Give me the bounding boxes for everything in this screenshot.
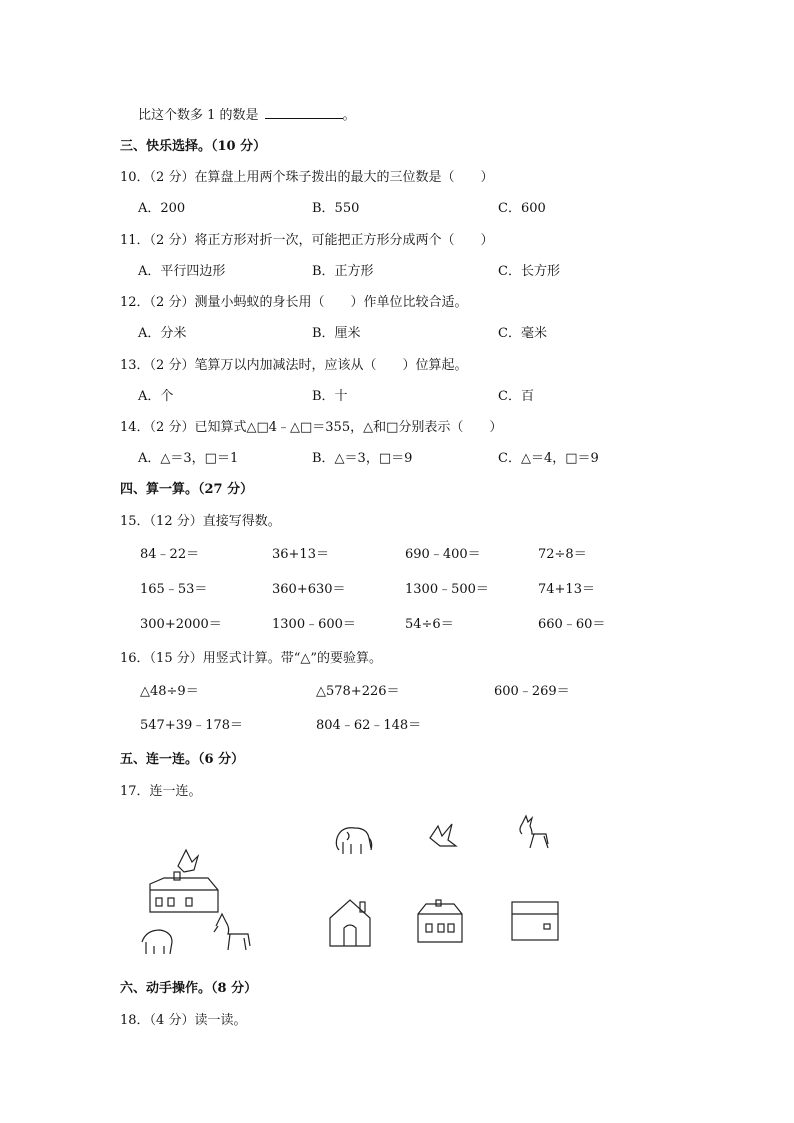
q12-option-b[interactable]: B．厘米	[312, 326, 361, 341]
house-c-picture[interactable]	[508, 900, 562, 942]
q12-option-c[interactable]: C．毫米	[498, 326, 547, 341]
section-3-title: 三、快乐选择。（10 分）	[120, 139, 267, 154]
q11-option-a[interactable]: A．平行四边形	[138, 264, 226, 279]
q14-option-b[interactable]: B．△＝3，□＝9	[312, 451, 413, 466]
q14-stem: 14．（2 分）已知算式△□4﹣△□＝355，△和□分别表示（ ）	[120, 420, 503, 435]
section-4-title: 四、算一算。（27 分）	[120, 482, 254, 497]
q15-stem: 15．（12 分）直接写得数。	[120, 514, 281, 529]
q15-item: 165﹣53＝	[140, 582, 208, 597]
q18-stem: 18．（4 分）读一读。	[120, 1013, 247, 1028]
q16-stem: 16．（15 分）用竖式计算。带“△”的要验算。	[120, 651, 383, 666]
scene-illustration	[136, 842, 256, 962]
bird-picture[interactable]	[426, 822, 460, 852]
q13-stem: 13．（2 分）笔算万以内加减法时，应该从（ ）位算起。	[120, 358, 468, 373]
q13-option-c[interactable]: C．百	[498, 389, 534, 404]
section-6-title: 六、动手操作。（8 分）	[120, 981, 258, 996]
q12-stem: 12．（2 分）测量小蚂蚁的身长用（ ）作单位比较合适。	[120, 295, 468, 310]
q16-item: △48÷9＝	[140, 684, 199, 699]
section-5-title: 五、连一连。（6 分）	[120, 752, 245, 767]
q10-option-c[interactable]: C．600	[498, 201, 546, 216]
answer-blank[interactable]	[265, 106, 343, 119]
q10-option-b[interactable]: B．550	[312, 201, 360, 216]
q14-option-a[interactable]: A．△＝3，□＝1	[138, 451, 239, 466]
q10-option-a[interactable]: A．200	[138, 201, 186, 216]
q15-item: 36+13＝	[272, 547, 329, 562]
q15-item: 300+2000＝	[140, 617, 222, 632]
q16-item: 547+39﹣178＝	[140, 718, 244, 733]
q17-stem: 17．连一连。	[120, 784, 202, 799]
q15-item: 660﹣60＝	[538, 617, 606, 632]
q11-option-b[interactable]: B．正方形	[312, 264, 374, 279]
q15-item: 84﹣22＝	[140, 547, 200, 562]
house-a-picture[interactable]	[326, 896, 374, 948]
q11-stem: 11．（2 分）将正方形对折一次，可能把正方形分成两个（ ）	[120, 233, 494, 248]
q14-option-c[interactable]: C．△＝4，□＝9	[498, 451, 599, 466]
intro-text: 比这个数多 1 的数是	[138, 108, 259, 123]
intro-line	[138, 104, 356, 123]
intro-end: 。	[342, 108, 356, 123]
elephant-picture[interactable]	[333, 822, 375, 858]
q16-item: 600﹣269＝	[494, 684, 570, 699]
q15-item: 72÷8＝	[538, 547, 587, 562]
house-b-picture[interactable]	[414, 898, 464, 944]
q16-item: △578+226＝	[316, 684, 400, 699]
q10-stem: 10．（2 分）在算盘上用两个珠子拨出的最大的三位数是（ ）	[120, 170, 494, 185]
q12-option-a[interactable]: A．分米	[138, 326, 187, 341]
donkey-picture[interactable]	[512, 814, 552, 854]
q13-option-b[interactable]: B．十	[312, 389, 348, 404]
q15-item: 74+13＝	[538, 582, 595, 597]
q11-option-c[interactable]: C．长方形	[498, 264, 560, 279]
q15-item: 360+630＝	[272, 582, 346, 597]
q13-option-a[interactable]: A．个	[138, 389, 174, 404]
q15-item: 1300﹣500＝	[405, 582, 489, 597]
q16-item: 804﹣62﹣148＝	[316, 718, 422, 733]
q15-item: 1300﹣600＝	[272, 617, 356, 632]
q15-item: 54÷6＝	[405, 617, 454, 632]
q15-item: 690﹣400＝	[405, 547, 481, 562]
